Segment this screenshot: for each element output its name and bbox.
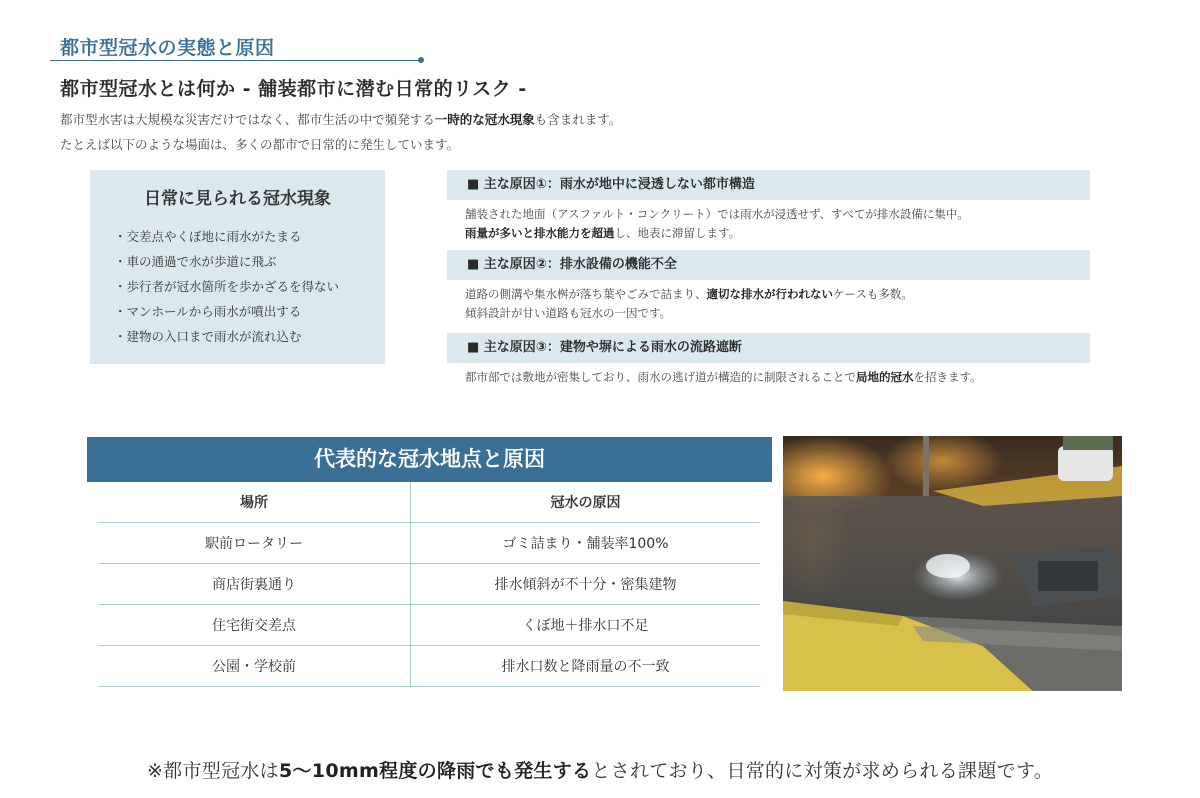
column-header-cause: 冠水の原因 [411, 482, 761, 523]
cause-3-title: ■ 主な原因③：建物や塀による雨水の流路遮断 [467, 340, 742, 355]
cause-1-header [447, 170, 1090, 200]
phenomena-list [114, 224, 339, 349]
cause-2-title: ■ 主な原因②：排水設備の機能不全 [467, 257, 677, 272]
location-cell: 公園・学校前 [98, 646, 411, 687]
location-cell: 駅前ロータリー [98, 523, 411, 564]
phenomena-panel [90, 170, 385, 364]
section-underline [50, 60, 422, 61]
flooded-street-illustration [783, 436, 1122, 691]
table-row [98, 523, 760, 564]
phenomena-title: 日常に見られる冠水現象 [144, 189, 331, 209]
flood-locations-table [98, 482, 760, 687]
cause-cell: 排水傾斜が不十分・密集建物 [411, 564, 761, 605]
cause-3-text [465, 368, 982, 387]
table-row [98, 564, 760, 605]
list-item: ・車の通過で水が歩道に飛ぶ [114, 254, 277, 269]
cause-2-text [465, 285, 913, 323]
cause-2-line-1: 道路の側溝や集水桝が落ち葉やごみで詰まり、適切な排水が行われないケースも多数。 [465, 287, 913, 301]
main-heading: 都市型冠水とは何か - 舗装都市に潜む日常的リスク - [60, 78, 527, 100]
table-title: 代表的な冠水地点と原因 [314, 447, 545, 471]
cause-3-line-1: 都市部では敷地が密集しており、雨水の逃げ道が構造的に制限されることで局地的冠水を招きます。 [465, 370, 982, 384]
cause-cell: 排水口数と降雨量の不一致 [411, 646, 761, 687]
intro-line-1: 都市型水害は大規模な災害だけではなく、都市生活の中で頻発する一時的な冠水現象も含まれます。 [60, 112, 622, 127]
list-item: ・交差点やくぼ地に雨水がたまる [114, 229, 302, 244]
flooded-street-photo [783, 436, 1122, 691]
cause-2-header [447, 250, 1090, 280]
cause-cell: くぼ地＋排水口不足 [411, 605, 761, 646]
cause-1-line-1: 舗装された地面（アスファルト・コンクリート）では雨水が浸透せず、すべてが排水設備に集中。 [465, 207, 969, 221]
cause-cell: ゴミ詰まり・舗装率100% [411, 523, 761, 564]
intro-line-2: たとえば以下のような場面は、多くの都市で日常的に発生しています。 [60, 137, 460, 152]
table-banner [87, 437, 772, 482]
list-item: ・マンホールから雨水が噴出する [114, 304, 302, 319]
bottom-note: ※都市型冠水は5〜10mm程度の降雨でも発生するとされており、日常的に対策が求められる課題です。 [146, 760, 1054, 782]
column-header-location: 場所 [98, 482, 411, 523]
underline-dot [418, 57, 424, 63]
list-item: ・歩行者が冠水箇所を歩かざるを得ない [114, 279, 340, 294]
location-cell: 商店街裏通り [98, 564, 411, 605]
table-row [98, 605, 760, 646]
cause-1-line-2: 雨量が多いと排水能力を超過し、地表に滞留します。 [465, 226, 741, 240]
cause-1-text [465, 205, 969, 243]
table-row [98, 646, 760, 687]
list-item: ・建物の入口まで雨水が流れ込む [114, 329, 302, 344]
location-cell: 住宅街交差点 [98, 605, 411, 646]
cause-2-line-2: 傾斜設計が甘い道路も冠水の一因です。 [465, 306, 672, 320]
cause-1-title: ■ 主な原因①：雨水が地中に浸透しない都市構造 [467, 177, 755, 192]
section-title: 都市型冠水の実態と原因 [60, 37, 275, 59]
table-header-row [98, 482, 760, 523]
cause-3-header [447, 333, 1090, 363]
